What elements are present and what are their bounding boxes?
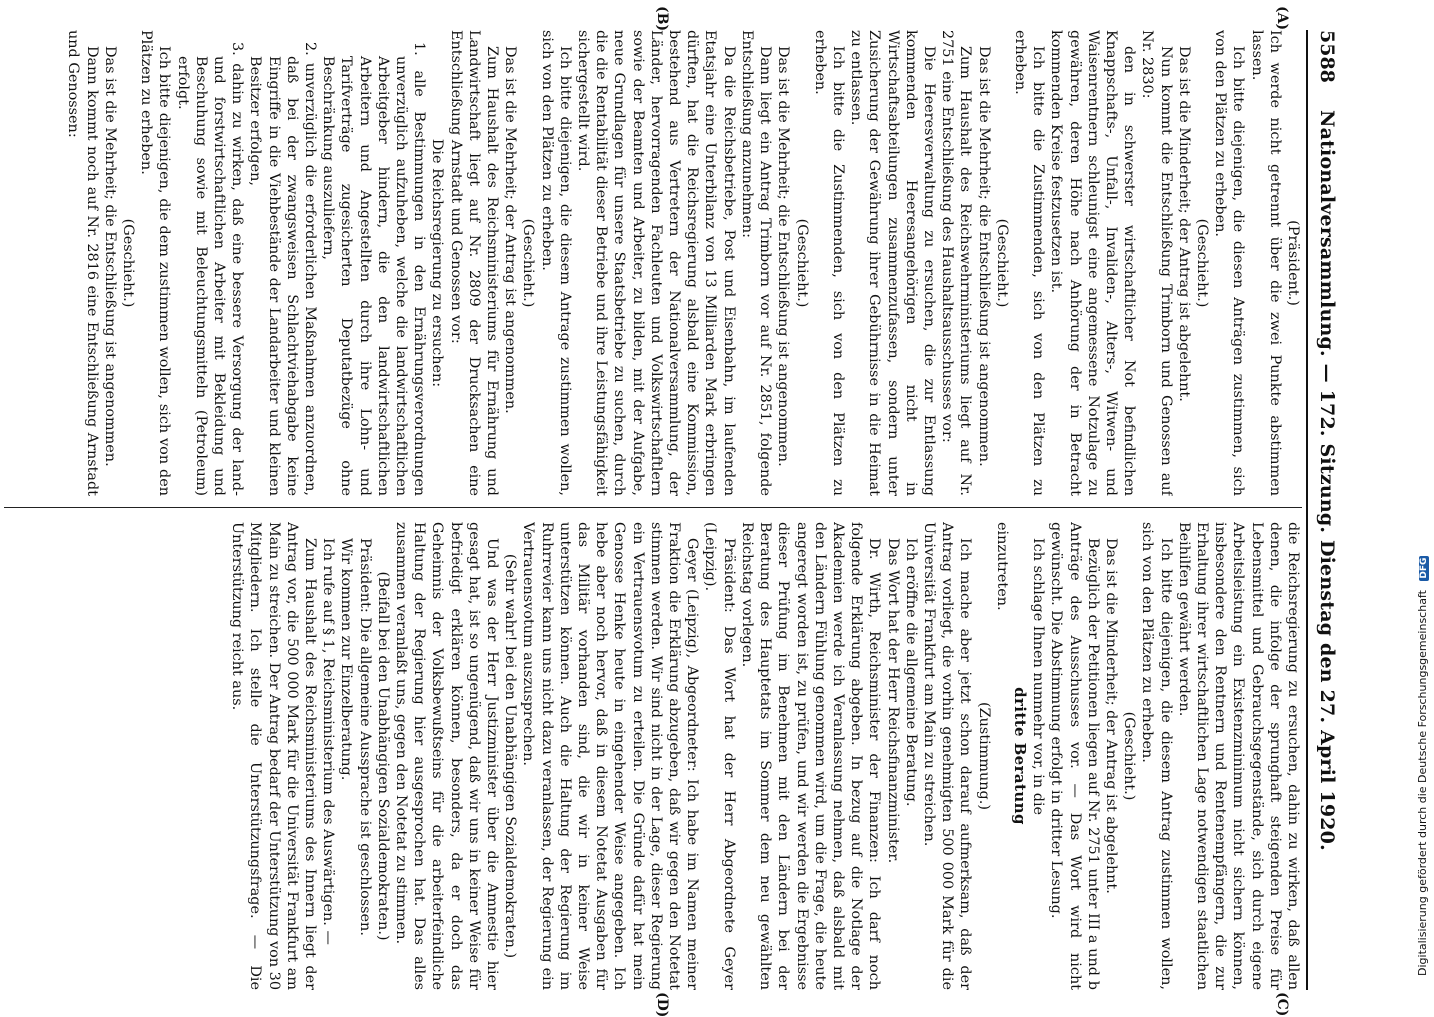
paragraph: Dann kommt noch auf Nr. 2816 eine Entschließung Arnstadt und Genossen:	[65, 30, 100, 496]
paragraph: Das ist die Mehrheit; die Entschließung ist angenommen.	[975, 46, 992, 467]
interjection: (Geschieht.)	[793, 218, 810, 308]
paragraph: Dann liegt ein Antrag Trimborn vor auf Nr. 2851, folgende Entschließung anzunehmen:	[738, 30, 774, 496]
page-number: 5588	[1316, 30, 1338, 83]
paragraph: Die Reichsregierung zu ersuchen:	[429, 138, 446, 388]
margin-mark-b: (B)	[654, 6, 670, 32]
margin-mark-d: (D)	[654, 992, 670, 1017]
column-divider	[4, 507, 1302, 508]
paragraph: Ich bitte diejenigen, die diesem Antrag zustimmen wollen, sich von den Plätzen zu erheben.	[1139, 522, 1174, 990]
running-title: Nationalversammlung. — 172. Sitzung. Dienstag den 27. April 1920.	[1316, 110, 1338, 851]
digitization-footer	[1412, 0, 1434, 1000]
paragraph: Ich bitte diejenigen, die diesem Antrage zustimmen wollen, sich von den Plätzen zu erheben.	[538, 30, 573, 496]
speech: Präsident: Die allgemeine Aussprache ist geschlossen.	[356, 538, 373, 936]
speech: Präsident: Das Wort hat der Herr Abgeordnete Geyer (Leipzig).	[702, 522, 737, 990]
list-item: 3. dahin zu wirken, daß eine bessere Versorgung der land- und forstwirtschaftlichen Arbeiter mit Bekleidung und Beschuhung sowie mit Beleuchtungsmitteln (Petroleum) erfolgt.	[174, 42, 246, 496]
interjection: (Geschieht.)	[1193, 218, 1210, 308]
paragraph: Nun kommt die Entschließung Trimborn und Genossen auf Nr. 2830:	[1139, 30, 1174, 496]
quoted-motion: den in schwerster wirtschaftlicher Not befindlichen Knappschafts-, Unfall-, Invaliden-, Alters-, Witwen- und Waisenrentnern schleunigst eine angemessene Notzulage zu gewähren, deren Höhe nach Anhörung der in Betracht kommenden Kreise festzusetzen ist.	[1048, 30, 1138, 496]
margin-mark-c: (C)	[1274, 992, 1290, 1017]
paragraph: Ich mache aber jetzt schon darauf aufmerksam, daß der Antrag vorliegt, die vorhin genehmigten 500 000 Mark für die Universität Frankfurt am Main zu streichen.	[920, 522, 974, 990]
quoted-motion: Die Heeresverwaltung zu ersuchen, die zur Entlassung kommenden Heeresangehörigen nicht in Wirtschaftsabteilungen zusammenzufassen, sondern unter Zusicherung der Gewährung ihrer Gebührnisse in die Heimat zu entlassen.	[848, 30, 937, 496]
interjection: (Geschieht.)	[120, 218, 136, 308]
interjection: (Zustimmung.)	[975, 702, 992, 810]
paragraph: Das ist die Minderheit; der Antrag ist abgelehnt.	[1175, 46, 1192, 402]
paragraph: Zum Haushalt des Reichsministeriums des Innern liegt der Antrag vor, die 500 000 Mark für die Universität Frankfurt am Main zu streichen. Der Antrag bedarf der Unterstützung von 30 Mitgliedern. Ich stelle die Unterstützungsfrage. — Die Unterstützung reicht aus.	[229, 522, 319, 990]
paragraph: Das ist die Mehrheit; die Entschließung ist angenommen.	[775, 46, 792, 467]
page-header	[1306, 30, 1344, 990]
interjection: (Geschieht.)	[993, 218, 1010, 308]
paragraph: Das ist die Minderheit; der Antrag ist abgelehnt.	[1102, 538, 1119, 894]
paragraph: Das ist die Mehrheit; die Entschließung ist angenommen.	[101, 46, 118, 467]
paragraph: Bezüglich der Petitionen liegen auf Nr. 2751 unter III a und b Anträge des Ausschusses vor. — Das Wort wird nicht gewünscht. Die Abstimmung erfolgt in dritter Lesung.	[1048, 522, 1101, 990]
paragraph: Ich bitte die Zustimmenden, sich von den Plätzen zu erheben.	[1011, 30, 1047, 496]
interjection: (Geschieht.)	[520, 218, 537, 308]
paragraph: Wir kommen zur Einzelberatung.	[338, 538, 355, 781]
paragraph: Zum Haushalt des Reichswehrministeriums liegt auf Nr. 2751 eine Entschließung des Haushaltsausschusses vor:	[939, 30, 974, 496]
paragraph: Ich bitte die Zustimmenden, sich von den Plätzen zu erheben.	[811, 30, 846, 496]
speaker-tag: (Präsident.)	[1285, 220, 1301, 306]
paragraph: Und was der Herr Justizminister über die Amnestie hier gesagt hat, ist so ungenügend, daß wir uns in keiner Weise für befriedigt erklären können, besonders, da er doch das Geheimnis der Volksbewußtseins für die arbeiterfeindliche Haltung der Regierung hier ausgesprochen hat. Das alles zusammen veranlaßt uns, gegen den Notetat zu stimmen.	[393, 522, 501, 990]
paragraph: Ich bitte diejenigen, die diesen Anträgen zustimmen, sich von den Plätzen zu erheben.	[1212, 30, 1247, 496]
paragraph: Ich bitte diejenigen, die dem zustimmen wollen, sich von den Plätzen zu erheben.	[138, 30, 173, 496]
quoted-motion: Da die Reichsbetriebe, Post und Eisenbahn, im laufenden Etatsjahr eine Unterbilanz von 13 Milliarden Mark erbringen dürften, hat die Reichsregierung alsbald eine Kommission, bestehend aus Vertretern der Nationalversammlung, der Länder, hervorragenden Fachleuten und Volkswirtschaftlern sowie der Beamten und Arbeiter, zu bilden, mit der Aufgabe, neue Grundlagen für unsere Staatsbetriebe zu suchen, durch die die Rentabilität dieser Betriebe und ihre Leistungsfähigkeit sichergestellt wird.	[575, 30, 737, 496]
paragraph: Ich werde nicht getrennt über die zwei Punkte abstimmen lassen.	[1248, 30, 1283, 496]
paragraph: Zum Haushalt des Reichsministeriums für Ernährung und Landwirtschaft liegt auf Nr. 2809 der Drucksachen eine Entschließung Arnstadt und Genossen vor:	[447, 30, 501, 496]
interjection: (Sehr wahr! bei den Unabhängigen Sozialdemokraten.)	[502, 553, 519, 959]
paragraph: Ich rufe auf § 1, Reichsministerium des Auswärtigen. —	[320, 538, 337, 945]
right-column	[0, 522, 1302, 990]
paragraph: Das ist die Mehrheit; der Antrag ist angenommen.	[502, 46, 519, 414]
footer-credit-text: Digitalisierung gefördert durch die Deutsche Forschungsgemeinschaft	[1416, 590, 1429, 976]
dfg-logo-icon: DFG	[1419, 557, 1429, 579]
paragraph: Ich eröffne die allgemeine Beratung.	[902, 538, 919, 807]
speech: Geyer (Leipzig), Abgeordneter: Ich habe im Namen meiner Fraktion die Erklärung abzugeben, daß wir gegen den Notetat stimmen werden. Wir sind nicht in der Lage, dieser Regierung ein Vertrauensvotum zu erteilen. Die Gründe dafür hat mein Genosse Henke heute in eingehender Weise angegeben. Ich hebe aber noch hervor, daß in diesem Notetat Ausgaben für das Militär vorhanden sind, die wir in keiner Weise unterstützen können. Auch die Haltung der Regierung im Ruhrrevier kann uns nicht dazu veranlassen, der Regierung ein Vertrauensvotum auszusprechen.	[520, 522, 701, 990]
list-item: 2. unverzüglich die erforderlichen Maßnahmen anzuordnen, daß bei der zwangsweisen Schlachtviehabgabe keine Eingriffe in die Viehbestände der Landarbeiter und kleinen Besitzer erfolgen,	[247, 42, 319, 496]
margin-mark-a: (A)	[1274, 6, 1290, 31]
paragraph: einzutreten.	[993, 522, 1010, 611]
speech: Dr. Wirth, Reichsminister der Finanzen: Ich darf noch folgende Erklärung abgeben. In bezug auf die Notlage der Akademien werde ich Veranlassung nehmen, daß alsbald mit den Ländern Fühlung genommen wird, um die Frage, die heute angeregt worden ist, zu prüfen, und wir werden die Ergebnisse dieser Prüfung im Benehmen mit den Ländern bei der Beratung des Hauptetats im Sommer dem neu gewählten Reichstag vorlegen.	[738, 522, 883, 990]
left-column	[0, 30, 1302, 496]
list-item: 1. alle Bestimmungen in den Ernährungsverordnungen unverzüglich aufzuheben, welche die landwirtschaftlichen Arbeitgeber hindern, die den landwirtschaftlichen Arbeitern und Angestellten durch ihre Lohn- und Tarifverträge zugesicherten Deputatbezüge ohne Beschränkung auszuliefern,	[320, 42, 428, 496]
footer-credit	[1416, 0, 1429, 1000]
section-heading: dritte Beratung	[1010, 687, 1029, 825]
paragraph: Das Wort hat der Herr Reichsfinanzminister.	[884, 538, 901, 864]
paragraph: Ich schlage Ihnen nunmehr vor, in die	[1030, 538, 1047, 816]
interjection: (Geschieht.)	[1121, 711, 1138, 801]
paragraph: die Reichsregierung zu ersuchen, dahin zu wirken, daß allen denen, die infolge der sprunghaft steigenden Preise für Lebensmittel und Gebrauchsgegenstände, sich durch eigene Arbeitsleistung ein Existenzminimum nicht sichern können, insbesondere den Rentnern und Rentenempfängern, die zur Erhaltung ihrer wirtschaftlichen Lage notwendigen staatlichen Beihilfen gewährt werden.	[1175, 522, 1301, 990]
interjection: (Beifall bei den Unabhängigen Sozialdemokraten.)	[374, 571, 391, 941]
